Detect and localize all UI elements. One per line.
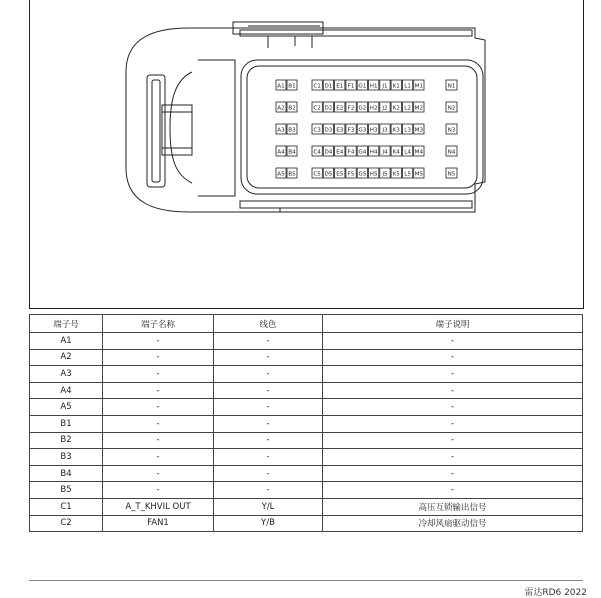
pin-cavity [276, 124, 286, 134]
pin-label: A3 [277, 127, 285, 134]
cell-pin-description: - [323, 465, 583, 482]
pin-label: N4 [447, 149, 456, 156]
pin-cavity [380, 124, 390, 134]
cell-wire-color: - [214, 366, 323, 383]
cell-pin-number: A2 [30, 349, 103, 366]
pin-cavity [357, 124, 367, 134]
pin-cavity [323, 146, 333, 156]
cell-wire-color: - [214, 349, 323, 366]
table-header-row [30, 315, 583, 333]
cell-pin-name: - [103, 465, 214, 482]
pin-label: M4 [414, 149, 424, 156]
pin-label: L5 [404, 171, 411, 178]
pin-label: G3 [358, 127, 367, 134]
pin-label: B4 [288, 149, 296, 156]
header-pin-name: 端子名称 [103, 315, 214, 333]
cell-wire-color: - [214, 449, 323, 466]
pin-cavity [402, 102, 412, 112]
cell-pin-description: - [323, 382, 583, 399]
pin-label: L4 [404, 149, 411, 156]
cell-wire-color: Y/B [214, 515, 323, 532]
pin-label: E1 [336, 83, 344, 90]
cell-pin-name: - [103, 349, 214, 366]
pin-label: K2 [392, 105, 400, 112]
pin-label: C3 [313, 127, 321, 134]
pin-label: F3 [347, 127, 355, 134]
pin-cavity [391, 146, 401, 156]
pin-cavity [287, 124, 297, 134]
pin-cavity [276, 146, 286, 156]
cell-pin-number: A1 [30, 333, 103, 350]
pin-label: N1 [447, 83, 456, 90]
connector-body-outline [126, 28, 485, 212]
pin-cavity [391, 168, 401, 178]
pin-label: M2 [414, 105, 424, 112]
pin-label: N5 [447, 171, 456, 178]
table-row [30, 366, 583, 383]
pin-cavity [380, 102, 390, 112]
cell-pin-name: - [103, 382, 214, 399]
cell-wire-color: - [214, 399, 323, 416]
pin-label: C4 [313, 149, 321, 156]
header-pin-description: 端子说明 [323, 315, 583, 333]
pin-label: L3 [404, 127, 411, 134]
pin-label: K4 [392, 149, 400, 156]
top-rail-inner [240, 30, 472, 36]
cell-pin-number: C1 [30, 498, 103, 515]
cell-pin-description: - [323, 399, 583, 416]
cell-wire-color: - [214, 482, 323, 499]
pin-cavity [414, 102, 424, 112]
cell-pin-name: - [103, 415, 214, 432]
pin-cavity [346, 168, 356, 178]
pin-cavity [346, 102, 356, 112]
pin-label: D4 [324, 149, 333, 156]
pin-label: G1 [358, 83, 367, 90]
pin-label: J1 [382, 83, 388, 90]
pin-label: N2 [447, 105, 456, 112]
pin-cavity [369, 124, 379, 134]
table-row [30, 382, 583, 399]
pin-label: J2 [382, 105, 388, 112]
pin-label: H1 [369, 83, 378, 90]
cell-pin-description: - [323, 366, 583, 383]
cell-pin-name: - [103, 366, 214, 383]
table-row [30, 482, 583, 499]
cell-pin-name: - [103, 399, 214, 416]
cell-pin-number: B5 [30, 482, 103, 499]
cell-pin-number: B3 [30, 449, 103, 466]
pin-cavity [276, 80, 286, 90]
cell-wire-color: - [214, 382, 323, 399]
pin-label: K1 [392, 83, 400, 90]
pin-cavity [380, 146, 390, 156]
pin-cavity [312, 146, 322, 156]
table-row [30, 399, 583, 416]
cell-pin-number: A4 [30, 382, 103, 399]
footer-model-year: 雷达RD6 2022 [524, 588, 587, 598]
pin-label: A5 [277, 171, 285, 178]
pin-label: A2 [277, 105, 285, 112]
pin-cavity [391, 102, 401, 112]
cell-pin-description: - [323, 333, 583, 350]
pin-label: M5 [414, 171, 424, 178]
pin-label: F1 [347, 83, 355, 90]
pin-cavity [391, 124, 401, 134]
pin-label: D1 [324, 83, 333, 90]
pin-cavity [414, 124, 424, 134]
pin-cavity [380, 168, 390, 178]
pin-cavity [287, 80, 297, 90]
cell-pin-description: 冷却风扇驱动信号 [323, 515, 583, 532]
pin-label: G4 [358, 149, 367, 156]
cell-pin-number: B2 [30, 432, 103, 449]
pin-label: C1 [313, 83, 321, 90]
pin-cavity [335, 80, 345, 90]
pin-label: D2 [324, 105, 333, 112]
pin-cavity [402, 146, 412, 156]
pin-label: G2 [358, 105, 367, 112]
pin-cavity [335, 124, 345, 134]
pin-cavity [357, 80, 367, 90]
connector-diagram [29, 0, 584, 309]
pin-label: F5 [347, 171, 355, 178]
pin-label: B3 [288, 127, 296, 134]
pin-label: K3 [392, 127, 400, 134]
pin-cavity [446, 102, 457, 112]
cell-pin-name: FAN1 [103, 515, 214, 532]
table-row [30, 465, 583, 482]
pin-cavity [369, 102, 379, 112]
pin-label: B5 [288, 171, 296, 178]
pin-label: F4 [347, 149, 355, 156]
cell-pin-name: - [103, 449, 214, 466]
pin-cavity [323, 80, 333, 90]
cell-wire-color: - [214, 415, 323, 432]
cell-pin-description: - [323, 482, 583, 499]
cell-pin-name: - [103, 333, 214, 350]
pin-cavity [414, 168, 424, 178]
table-row [30, 333, 583, 350]
header-pin-number: 端子号 [30, 315, 103, 333]
pin-label: E4 [336, 149, 344, 156]
cell-pin-description: - [323, 349, 583, 366]
pin-table [29, 314, 583, 532]
cell-pin-name: A_T_KHVIL OUT [103, 498, 214, 515]
pin-label: L1 [404, 83, 411, 90]
cell-pin-number: A5 [30, 399, 103, 416]
pin-cavity [323, 124, 333, 134]
pin-cavity [446, 124, 457, 134]
pin-cavity [335, 168, 345, 178]
cell-wire-color: - [214, 465, 323, 482]
pin-label: H3 [369, 127, 378, 134]
pin-cavity [312, 168, 322, 178]
header-wire-color: 线色 [214, 315, 323, 333]
connector-drawing [30, 0, 583, 308]
pin-cavity [357, 102, 367, 112]
pin-label: C2 [313, 105, 321, 112]
pin-label: L2 [404, 105, 411, 112]
cell-pin-description: - [323, 449, 583, 466]
pin-cavity [402, 168, 412, 178]
pin-cavity [369, 168, 379, 178]
cell-pin-number: A3 [30, 366, 103, 383]
cell-wire-color: - [214, 432, 323, 449]
pin-cavity [402, 80, 412, 90]
pin-label: D3 [324, 127, 333, 134]
pin-label: J4 [382, 149, 388, 156]
pin-cavity [391, 80, 401, 90]
pin-cavity [312, 102, 322, 112]
pin-cavity [446, 80, 457, 90]
pin-label: E5 [336, 171, 344, 178]
cell-pin-description: 高压互锁输出信号 [323, 498, 583, 515]
table-row [30, 349, 583, 366]
pin-label: D5 [324, 171, 333, 178]
pin-cavity [335, 102, 345, 112]
pin-label: A4 [277, 149, 285, 156]
pin-cavity [346, 80, 356, 90]
pin-cavity [357, 146, 367, 156]
pin-cavity [276, 102, 286, 112]
pin-label: B1 [288, 83, 296, 90]
cell-pin-number: B1 [30, 415, 103, 432]
latch-inner [152, 80, 160, 182]
cell-pin-description: - [323, 415, 583, 432]
pin-cavity [414, 146, 424, 156]
pin-label: E2 [336, 105, 344, 112]
pin-label: K5 [392, 171, 400, 178]
table-row [30, 415, 583, 432]
pin-cavity [276, 168, 286, 178]
pin-cavity [312, 80, 322, 90]
pin-label: C5 [313, 171, 321, 178]
pin-cavity [357, 168, 367, 178]
pin-cavity [323, 168, 333, 178]
pin-label: F2 [347, 105, 355, 112]
pin-label: H4 [369, 149, 378, 156]
pin-cavity [402, 124, 412, 134]
pin-cavity [446, 168, 457, 178]
pin-cavity [380, 80, 390, 90]
cell-pin-name: - [103, 482, 214, 499]
pin-cavity [287, 146, 297, 156]
pin-cavity [287, 102, 297, 112]
table-row [30, 515, 583, 532]
pin-cavity [414, 80, 424, 90]
pin-label: B2 [288, 105, 296, 112]
pin-cavity [346, 146, 356, 156]
pin-cavity [346, 124, 356, 134]
pin-cavity [287, 168, 297, 178]
pin-label: M3 [414, 127, 424, 134]
cell-pin-number: C2 [30, 515, 103, 532]
table-row [30, 432, 583, 449]
pin-label: M1 [414, 83, 424, 90]
pin-cavity [312, 124, 322, 134]
pin-label: J5 [382, 171, 388, 178]
cell-pin-description: - [323, 432, 583, 449]
pin-label: G5 [358, 171, 367, 178]
pin-cavity [335, 146, 345, 156]
cell-pin-number: B4 [30, 465, 103, 482]
pin-label: J3 [382, 127, 388, 134]
pin-cavity [446, 146, 457, 156]
pin-label: N3 [447, 127, 456, 134]
pin-cavity [323, 102, 333, 112]
pin-label: H5 [369, 171, 378, 178]
pin-grid [276, 80, 457, 178]
pin-cavity [369, 146, 379, 156]
pin-cavity [369, 80, 379, 90]
pin-label: E3 [336, 127, 344, 134]
pin-label: A1 [277, 83, 285, 90]
pin-label: H2 [369, 105, 378, 112]
footer-divider [29, 580, 583, 581]
cell-wire-color: Y/L [214, 498, 323, 515]
table-row [30, 449, 583, 466]
table-row [30, 498, 583, 515]
cell-pin-name: - [103, 432, 214, 449]
cell-wire-color: - [214, 333, 323, 350]
bottom-rail [240, 201, 472, 208]
